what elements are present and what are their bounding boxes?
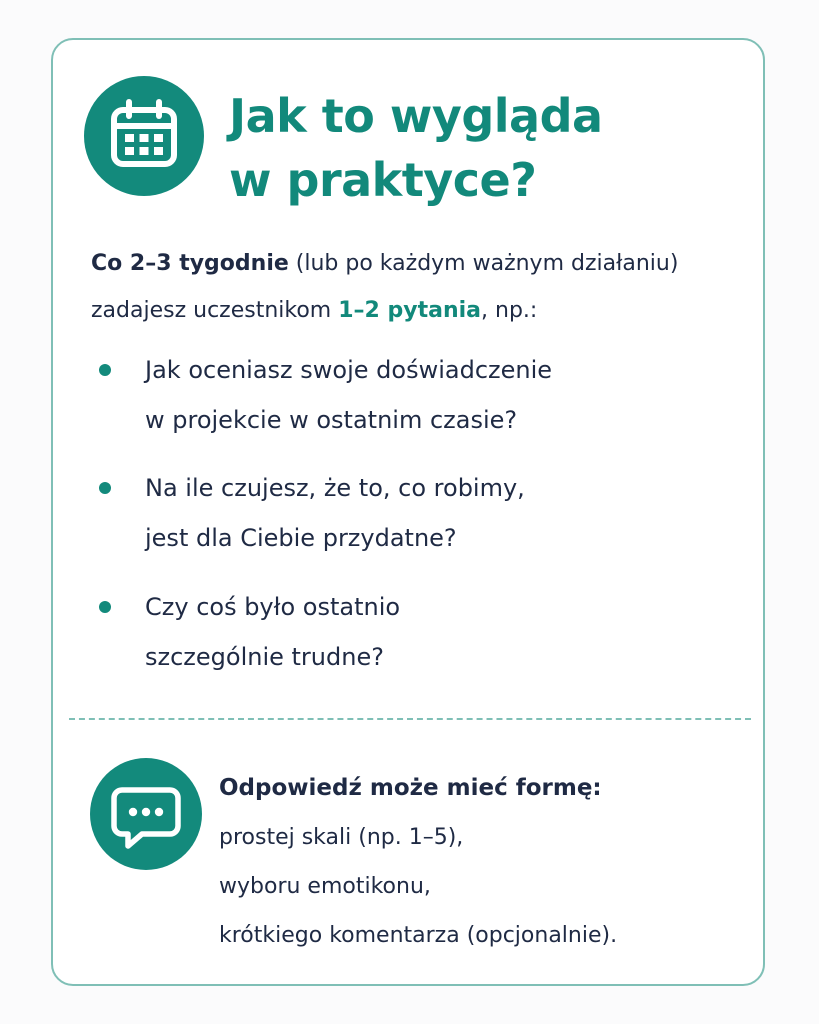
question-text — [145, 463, 705, 563]
dashed-divider — [69, 718, 751, 720]
bullet-dot-icon — [99, 364, 111, 376]
question-line: Jak oceniasz swoje doświadczenie — [145, 356, 553, 384]
chat-icon-badge — [90, 758, 202, 870]
bullet-dot-icon — [99, 601, 111, 613]
intro-text-end: , np.: — [481, 298, 538, 323]
calendar-icon — [84, 76, 204, 196]
chat-bubble-icon — [90, 758, 202, 870]
intro-frequency: Co 2–3 tygodnie — [91, 251, 289, 276]
question-line: jest dla Ciebie przydatne? — [145, 524, 457, 552]
question-line: w projekcie w ostatnim czasie? — [145, 406, 518, 434]
question-text — [145, 582, 705, 682]
title-line-2: w praktyce? — [229, 153, 537, 207]
intro-line-2 — [91, 287, 751, 334]
intro-question-count: 1–2 pytania — [338, 298, 482, 323]
title-line-1: Jak to wygląda — [229, 89, 603, 143]
info-card — [51, 38, 765, 986]
answer-option: prostej skali (np. 1–5), — [219, 825, 464, 850]
intro-paragraph — [91, 240, 751, 334]
answer-section — [219, 764, 739, 960]
intro-frequency-note: (lub po każdym ważnym działaniu) — [288, 251, 679, 276]
question-line: Czy coś było ostatnio — [145, 593, 401, 621]
question-text — [145, 345, 705, 445]
intro-text: zadajesz uczestnikom — [91, 298, 339, 323]
answer-option: wyboru emotikonu, — [219, 874, 431, 899]
answer-heading: Odpowiedź może mieć formę: — [219, 775, 602, 801]
bullet-dot-icon — [99, 482, 111, 494]
answer-option: krótkiego komentarza (opcjonalnie). — [219, 923, 618, 948]
page-title — [229, 84, 603, 212]
question-line: szczególnie trudne? — [145, 643, 384, 671]
question-line: Na ile czujesz, że to, co robimy, — [145, 474, 525, 502]
calendar-icon-badge — [84, 76, 204, 196]
intro-line-1 — [91, 240, 751, 287]
